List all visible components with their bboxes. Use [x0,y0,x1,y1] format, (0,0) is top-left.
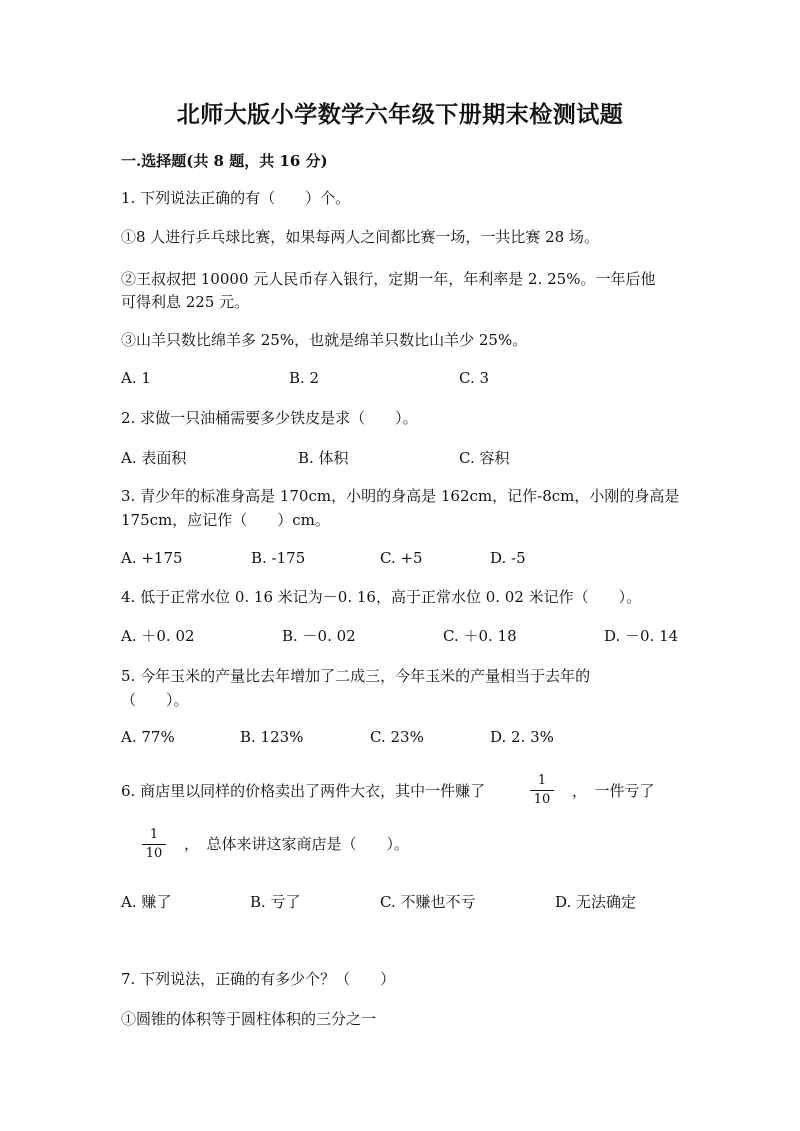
question-2-option-c[interactable]: C. 容积 [459,449,510,467]
fraction-1-denominator: 10 [533,792,551,807]
question-1-statement-3: ③山羊只数比绵羊多 25%，也就是绵羊只数比山羊少 25%。 [121,331,528,349]
question-3-option-c[interactable]: C. +5 [380,549,423,567]
question-6-stem-b: ， 总体来讲这家商店是（ ）。 [184,835,410,853]
question-6-option-b[interactable]: B. 亏了 [250,893,301,911]
question-1-option-b[interactable]: B. 2 [289,369,320,387]
question-1-statement-1: ①8 人进行乒乓球比赛，如果每两人之间都比赛一场，一共比赛 28 场。 [121,228,599,246]
question-3-option-b[interactable]: B. -175 [251,549,306,567]
question-5-option-b[interactable]: B. 123% [240,728,304,746]
fraction-1-bar [530,790,554,791]
question-3-option-a[interactable]: A. +175 [121,549,183,567]
fraction-one-tenth-2 [140,827,168,862]
question-5-option-c[interactable]: C. 23% [370,728,424,746]
question-6-option-d[interactable]: D. 无法确定 [555,893,637,911]
question-1-option-c[interactable]: C. 3 [459,369,490,387]
section-heading: 一.选择题(共 8 题，共 16 分) [121,152,328,170]
fraction-2-bar [142,844,166,845]
question-4-option-b[interactable]: B. －0. 02 [282,627,356,645]
question-4-option-c[interactable]: C. ＋0. 18 [443,627,517,645]
question-1-option-a[interactable]: A. 1 [121,369,151,387]
question-2-option-b[interactable]: B. 体积 [298,449,349,467]
question-5-option-a[interactable]: A. 77% [121,728,175,746]
question-4-option-a[interactable]: A. ＋0. 02 [121,627,195,645]
question-6-stem-mid: ， 一件亏了 [572,782,655,800]
question-3-option-d[interactable]: D. -5 [490,549,526,567]
question-7-statement-1: ①圆锥的体积等于圆柱体积的三分之一 [121,1010,377,1028]
question-6-option-a[interactable]: A. 赚了 [121,893,172,911]
fraction-1-numerator: 1 [537,773,547,788]
question-2-option-a[interactable]: A. 表面积 [121,449,187,467]
question-4-option-d[interactable]: D. －0. 14 [604,627,679,645]
question-6-option-c[interactable]: C. 不赚也不亏 [380,893,476,911]
question-1-statement-2a: ②王叔叔把 10000 元人民币存入银行，定期一年，年利率是 2. 25%。一年后他 [121,270,656,288]
question-3-stem-a: 3. 青少年的标准身高是 170cm，小明的身高是 162cm，记作-8cm，小刚的身高是 [121,487,680,505]
question-6-stem-a: 6. 商店里以同样的价格卖出了两件大衣，其中一件赚了 [121,782,486,800]
question-5-option-d[interactable]: D. 2. 3% [490,728,554,746]
fraction-2-denominator: 10 [145,846,163,861]
question-1-stem: 1. 下列说法正确的有（ ）个。 [121,189,351,207]
question-5-stem-a: 5. 今年玉米的产量比去年增加了二成三，今年玉米的产量相当于去年的 [121,667,591,685]
question-3-stem-b: 175cm，应记作（ ）cm。 [121,511,330,529]
question-2-stem: 2. 求做一只油桶需要多少铁皮是求（ ）。 [121,409,418,427]
question-7-stem: 7. 下列说法，正确的有多少个？（ ） [121,970,396,988]
page-title: 北师大版小学数学六年级下册期末检测试题 [176,101,624,128]
question-5-stem-b: （ ）。 [121,691,189,709]
fraction-2-numerator: 1 [149,827,159,842]
question-1-statement-2b: 可得利息 225 元。 [121,293,250,311]
question-4-stem: 4. 低于正常水位 0. 16 米记为－0. 16，高于正常水位 0. 02 米记作（ ）。 [121,588,642,606]
fraction-one-tenth-1 [528,773,556,808]
